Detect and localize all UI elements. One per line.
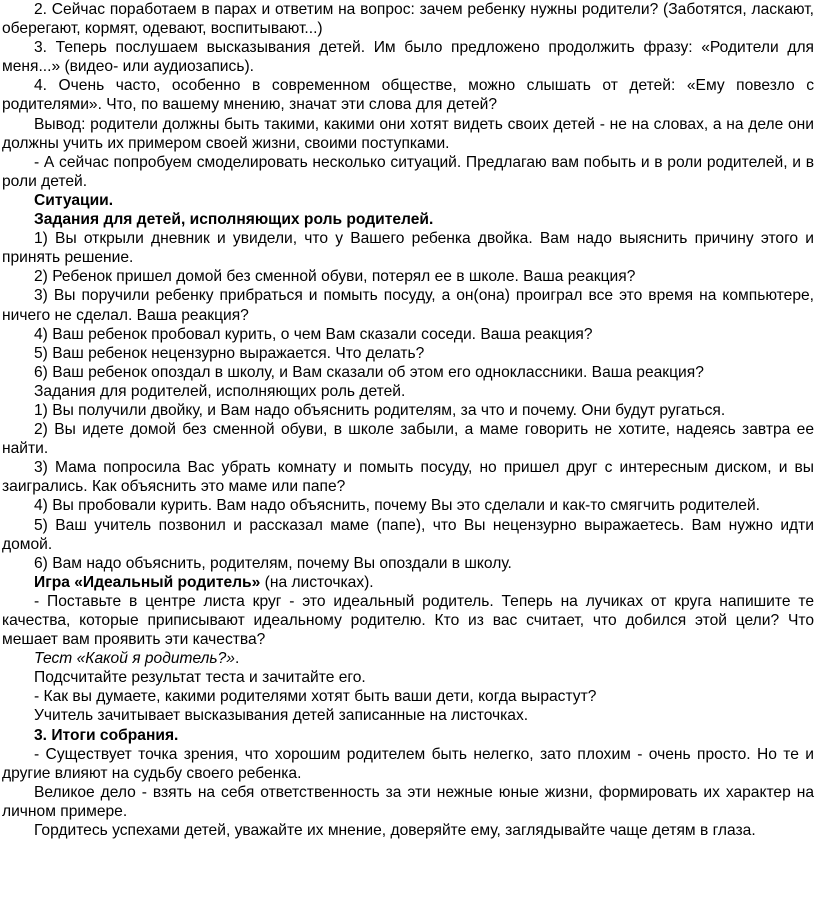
- list-item-parent-task-1: 1) Вы получили двойку, и Вам надо объяснить родителям, за что и почему. Они будут ругаться.: [34, 401, 726, 419]
- list-item-child-task-3: 3) Вы поручили ребенку прибраться и помыть посуду, а он(она) проиграл все это время на компьютере, ничего не сделал. Ваша реакция?: [2, 287, 814, 324]
- parent-test-period: .: [234, 650, 240, 668]
- paragraph-ideal-parent-instructions: - Поставьте в центре листа круг - это идеальный родитель. Теперь на лучиках от круга напишите те качества, которые приписывают идеальному родителю. Кто из вас считает, что добился этой цели? Что мешает вам проявить эти качества?: [2, 592, 814, 649]
- paragraph-be-proud: Гордитесь успехами детей, уважайте их мнение, доверяйте ему, заглядывайте чаще детям в глаза.: [34, 822, 756, 840]
- list-item-child-task-6: 6) Ваш ребенок опоздал в школу, и Вам сказали об этом его одноклассники. Ваша реакция?: [34, 363, 704, 381]
- paragraph-conclusion: Вывод: родители должны быть такими, какими они хотят видеть своих детей - не на словах, а на деле они должны учить их примером своей жизни, своими поступками.: [2, 115, 814, 152]
- paragraph-great-responsibility: Великое дело - взять на себя ответственность за эти нежные юные жизни, формировать их характер на личном примере.: [2, 783, 814, 820]
- heading-meeting-results: 3. Итоги собрания.: [34, 726, 179, 744]
- list-item-child-task-5: 5) Ваш ребенок нецензурно выражается. Что делать?: [34, 344, 425, 362]
- paragraph-lucky-with-parents: 4. Очень часто, особенно в современном обществе, можно слышать от детей: «Ему повезло с родителями». Что, по вашему мнению, значат эти слова для детей?: [2, 77, 814, 114]
- paragraph-pairs-question: 2. Сейчас поработаем в парах и ответим на вопрос: зачем ребенку нужны родители? (Заботятся, ласкают, оберегают, кормят, одевают, воспитывают...): [2, 1, 814, 38]
- list-item-parent-task-2: 2) Вы идете домой без сменной обуви, в школе забыли, а маме говорить не хотите, надеясь завтра ее найти.: [2, 421, 814, 458]
- paragraph-good-parent-view: - Существует точка зрения, что хорошим родителем быть нелегко, зато плохим - очень просто. Но те и другие влияют на судьбу своего ребенка.: [2, 745, 814, 782]
- paragraph-future-parents-question: - Как вы думаете, какими родителями хотят быть ваши дети, когда вырастут?: [34, 688, 597, 706]
- heading-tasks-for-children: Задания для детей, исполняющих роль родителей.: [34, 211, 434, 229]
- list-item-child-task-2: 2) Ребенок пришел домой без сменной обуви, потерял ее в школе. Ваша реакция?: [34, 268, 636, 286]
- list-item-parent-task-5: 5) Ваш учитель позвонил и рассказал маме (папе), что Вы нецензурно выражаетесь. Вам нужно идти домой.: [2, 516, 814, 553]
- paragraph-children-statements: 3. Теперь послушаем высказывания детей. Им было предложено продолжить фразу: «Родители для меня...» (видео- или аудиозапись).: [2, 39, 814, 76]
- list-item-parent-task-6: 6) Вам надо объяснить, родителям, почему Вы опоздали в школу.: [34, 554, 512, 572]
- heading-tasks-for-parents: Задания для родителей, исполняющих роль детей.: [34, 382, 406, 400]
- ideal-parent-game-note: (на листочках).: [260, 573, 374, 591]
- list-item-child-task-4: 4) Ваш ребенок пробовал курить, о чем Вам сказали соседи. Ваша реакция?: [34, 325, 593, 343]
- list-item-parent-task-3: 3) Мама попросила Вас убрать комнату и помыть посуду, но пришел друг с интересным диском, и вы заигрались. Как объяснить это маме или папе?: [2, 459, 814, 496]
- heading-situations: Ситуации.: [34, 191, 114, 209]
- heading-parent-test: Тест «Какой я родитель?»: [34, 650, 235, 668]
- heading-ideal-parent-game: Игра «Идеальный родитель»: [34, 573, 261, 591]
- list-item-child-task-1: 1) Вы открыли дневник и увидели, что у Вашего ребенка двойка. Вам надо выяснить причину этого и принять решение.: [2, 230, 814, 267]
- paragraph-model-situations: - А сейчас попробуем смоделировать несколько ситуаций. Предлагаю вам побыть и в роли родителей, и в роли детей.: [2, 153, 814, 190]
- paragraph-count-test-result: Подсчитайте результат теста и зачитайте его.: [34, 669, 366, 687]
- paragraph-parent-test: [2, 649, 814, 668]
- paragraph-teacher-reads: Учитель зачитывает высказывания детей записанные на листочках.: [34, 707, 529, 725]
- list-item-parent-task-4: 4) Вы пробовали курить. Вам надо объяснить, почему Вы это сделали и как-то смягчить родителей.: [34, 497, 761, 515]
- paragraph-ideal-parent-game: [2, 573, 814, 592]
